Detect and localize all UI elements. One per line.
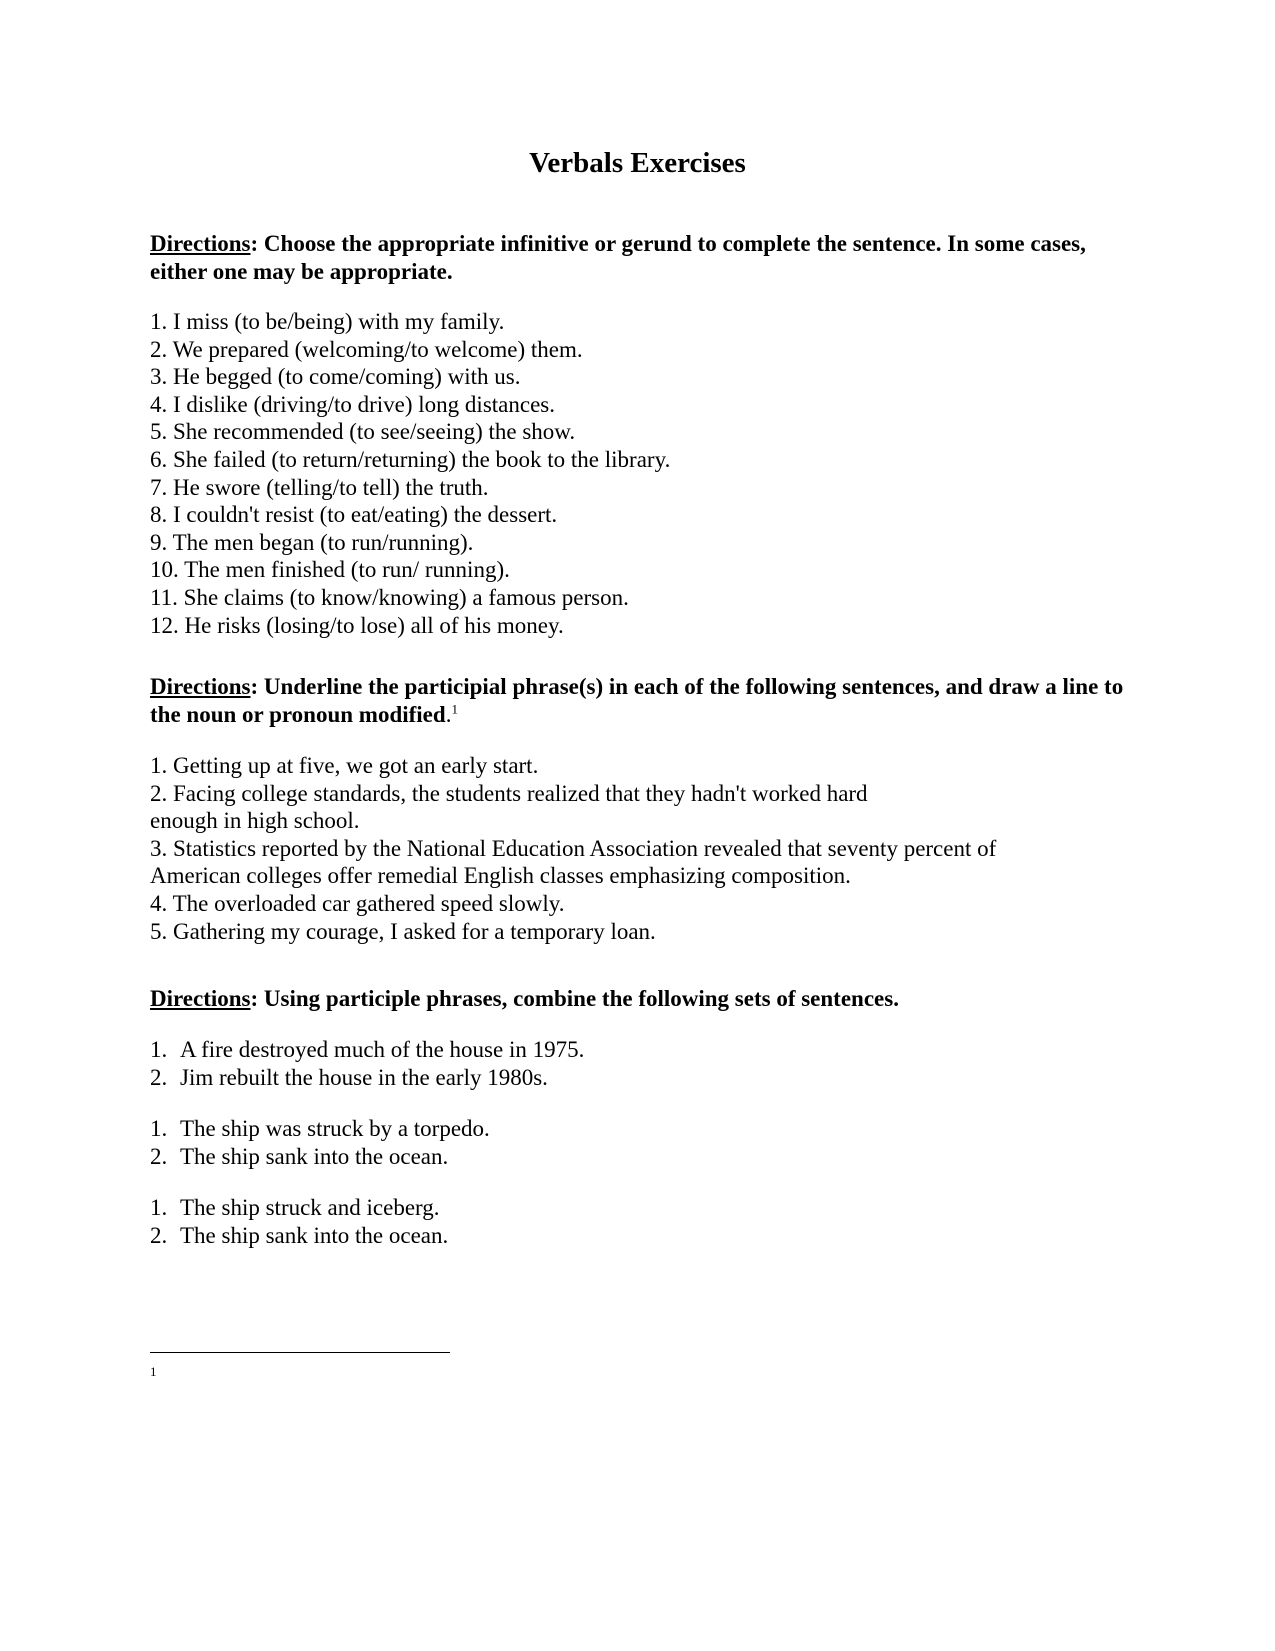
list-item: 4. I dislike (driving/to drive) long distances. xyxy=(150,391,555,417)
list-item: 6. She failed (to return/returning) the book to the library. xyxy=(150,446,671,472)
section3-directions xyxy=(150,985,1130,1013)
item-number: 2. xyxy=(150,1143,168,1169)
directions-text: : Using participle phrases, combine the following sets of sentences. xyxy=(250,986,899,1011)
page-title: Verbals Exercises xyxy=(529,147,746,179)
list-item xyxy=(150,1194,1130,1222)
directions-label: Directions xyxy=(150,674,251,699)
directions-period: . xyxy=(445,701,452,727)
list-item: 1. I miss (to be/being) with my family. xyxy=(150,309,505,334)
list-item xyxy=(150,1222,1130,1250)
list-item: 10. The men finished (to run/ running). xyxy=(150,557,510,583)
list-item: 1. Getting up at five, we got an early start. xyxy=(150,753,539,778)
list-item: 9. The men began (to run/running). xyxy=(150,529,474,555)
list-item: 5. She recommended (to see/seeing) the show. xyxy=(150,419,576,445)
list-item xyxy=(150,1064,1130,1092)
item-text: Jim rebuilt the house in the early 1980s. xyxy=(180,1064,548,1090)
list-item: 3. He begged (to come/coming) with us. xyxy=(150,364,521,390)
sentence-set xyxy=(150,1036,1130,1091)
list-item: 5. Gathering my courage, I asked for a temporary loan. xyxy=(150,918,656,944)
item-text: The ship sank into the ocean. xyxy=(180,1143,449,1169)
section1-list xyxy=(150,308,1130,639)
list-item: 2. Facing college standards, the students realized that they hadn't worked hard xyxy=(150,780,868,806)
list-item: 12. He risks (losing/to lose) all of his money. xyxy=(150,612,564,638)
list-item: 11. She claims (to know/knowing) a famous person. xyxy=(150,584,629,610)
item-number: 2. xyxy=(150,1064,168,1090)
item-text: A fire destroyed much of the house in 1975. xyxy=(180,1037,585,1062)
footnote-reference[interactable]: 1 xyxy=(451,700,458,716)
item-number: 1. xyxy=(150,1116,168,1141)
list-item: American colleges offer remedial English classes emphasizing composition. xyxy=(150,863,851,889)
footnote-mark: 1 xyxy=(150,1364,157,1379)
item-text: The ship sank into the ocean. xyxy=(180,1222,449,1248)
list-item xyxy=(150,1143,1130,1171)
directions-text: : Choose the appropriate infinitive or gerund to complete the sentence. In some cases, either one may be appropriate. xyxy=(150,231,1086,284)
sentence-set xyxy=(150,1194,1130,1249)
item-number: 1. xyxy=(150,1195,168,1220)
directions-label: Directions xyxy=(150,231,251,256)
list-item: 8. I couldn't resist (to eat/eating) the dessert. xyxy=(150,502,558,528)
directions-text: : Underline the participial phrase(s) in each of the following sentences, and draw a line to the noun or pronoun modified xyxy=(150,674,1124,727)
list-item: 2. We prepared (welcoming/to welcome) them. xyxy=(150,336,583,362)
item-number: 1. xyxy=(150,1037,168,1062)
list-item: 7. He swore (telling/to tell) the truth. xyxy=(150,474,489,500)
item-text: The ship was struck by a torpedo. xyxy=(180,1116,490,1141)
item-text: The ship struck and iceberg. xyxy=(180,1195,440,1220)
sentence-set xyxy=(150,1115,1130,1170)
footnote-separator xyxy=(150,1352,450,1353)
list-item xyxy=(150,1115,1130,1143)
list-item: enough in high school. xyxy=(150,808,360,834)
list-item: 4. The overloaded car gathered speed slowly. xyxy=(150,890,565,916)
list-item: 3. Statistics reported by the National Education Association revealed that seventy percent of xyxy=(150,835,997,861)
section1-directions xyxy=(150,230,1130,285)
directions-label: Directions xyxy=(150,986,251,1011)
list-item xyxy=(150,1036,1130,1064)
section2-directions xyxy=(150,673,1130,728)
section2-list xyxy=(150,752,1130,945)
item-number: 2. xyxy=(150,1222,168,1248)
